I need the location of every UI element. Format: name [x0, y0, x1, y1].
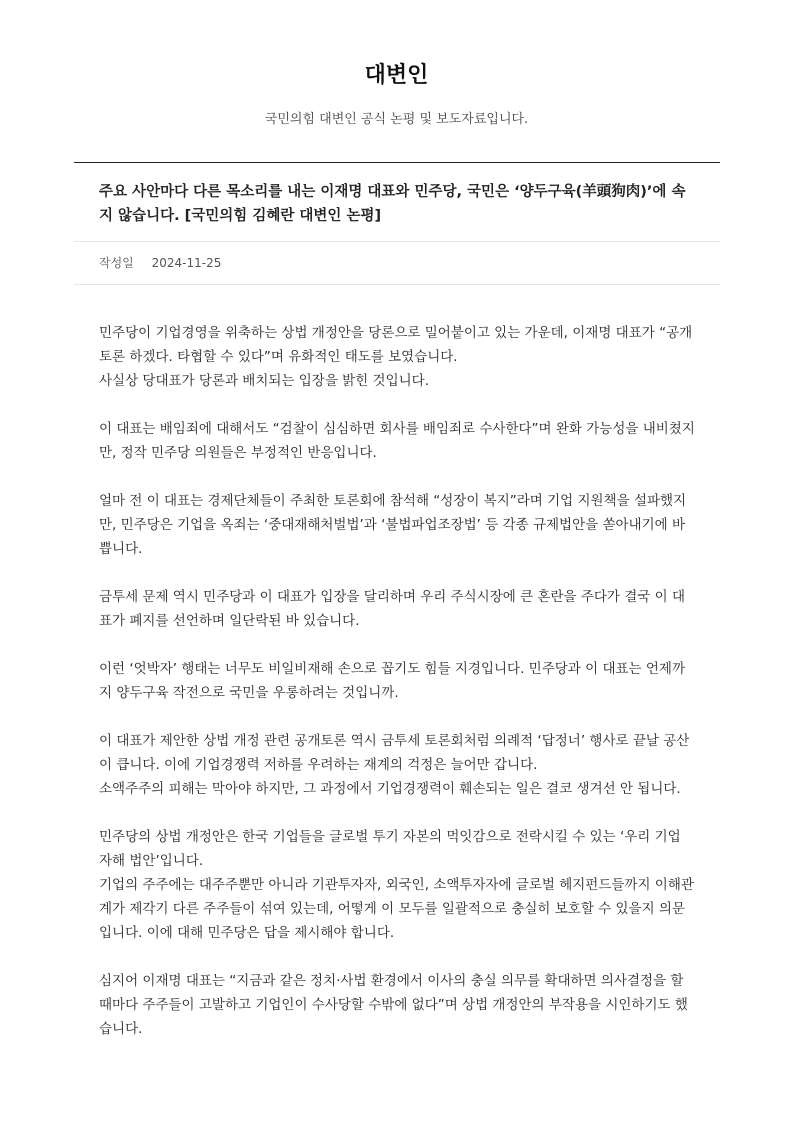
article-body — [74, 285, 720, 1041]
paragraph-line: 민주당의 상법 개정안은 한국 기업들을 글로벌 투기 자본의 먹잇감으로 전락시킬 수 있는 ‘우리 기업 자해 법안’입니다. — [99, 829, 681, 869]
paragraph-line: 민주당이 기업경영을 위축하는 상법 개정안을 당론으로 밀어붙이고 있는 가운데, 이재명 대표가 “공개토론 하겠다. 타협할 수 있다”며 유화적인 태도를 보였습니다. — [99, 325, 693, 365]
paragraph — [99, 969, 695, 1041]
paragraph — [99, 489, 695, 561]
paragraph-line: 심지어 이재명 대표는 “지금과 같은 정치·사법 환경에서 이사의 충실 의무를 확대하면 의사결정을 할 때마다 주주들이 고발하고 기업인이 수사당할 수밖에 없다”며 상법 개정안의 부작용을 시인하기도 했습니다. — [99, 973, 688, 1037]
date-value: 2024-11-25 — [151, 256, 222, 270]
paragraph — [99, 825, 695, 945]
paragraph — [99, 729, 695, 801]
date-label: 작성일 — [99, 256, 134, 270]
paragraph — [99, 585, 695, 633]
paragraph-line: 기업의 주주에는 대주주뿐만 아니라 기관투자자, 외국인, 소액투자자에 글로벌 헤지펀드들까지 이해관계가 제각기 다른 주주들이 섞여 있는데, 어떻게 이 모두를 일괄적으로 충실히 보호할 수 있을지 의문입니다. 이에 대해 민주당은 답을 제시해야 합니다. — [99, 877, 694, 941]
paragraph-line: 이 대표가 제안한 상법 개정 관련 공개토론 역시 금투세 토론회처럼 의례적 ‘답정너’ 행사로 끝날 공산이 큽니다. 이에 기업경쟁력 저하를 우려하는 재계의 걱정은 늘어만 갑니다. — [99, 733, 690, 773]
site-subtitle: 국민의힘 대변인 공식 논평 및 보도자료입니다. — [264, 112, 529, 127]
paragraph-line: 이 대표는 배임죄에 대해서도 “검찰이 심심하면 회사를 배임죄로 수사한다”며 완화 가능성을 내비쳤지만, 정작 민주당 의원들은 부정적인 반응입니다. — [99, 421, 695, 461]
article — [74, 162, 720, 1065]
page-header — [0, 0, 793, 130]
paragraph — [99, 657, 695, 705]
paragraph — [99, 417, 695, 465]
paragraph-line: 사실상 당대표가 당론과 배치되는 입장을 밝힌 것입니다. — [99, 373, 429, 389]
paragraph-line: 소액주주의 피해는 막아야 하지만, 그 과정에서 기업경쟁력이 훼손되는 일은 결코 생겨선 안 됩니다. — [99, 781, 681, 797]
paragraph — [99, 321, 695, 393]
paragraph-line: 얼마 전 이 대표는 경제단체들이 주최한 토론회에 참석해 “성장이 복지”라며 기업 지원책을 설파했지만, 민주당은 기업을 옥죄는 ‘중대재해처벌법’과 ‘불법파업조장법’ 등 각종 규제법안을 쏟아내기에 바쁩니다. — [99, 493, 687, 557]
site-title: 대변인 — [364, 63, 429, 88]
article-meta — [74, 242, 720, 285]
paragraph-line: 이런 ‘엇박자’ 행태는 너무도 비일비재해 손으로 꼽기도 힘들 지경입니다. 민주당과 이 대표는 언제까지 양두구육 작전으로 국민을 우롱하려는 것입니까. — [99, 661, 686, 701]
article-title: 주요 사안마다 다른 목소리를 내는 이재명 대표와 민주당, 국민은 ‘양두구육(羊頭狗肉)’에 속지 않습니다. [국민의힘 김혜란 대변인 논평] — [74, 163, 720, 242]
paragraph-line: 금투세 문제 역시 민주당과 이 대표가 입장을 달리하며 우리 주식시장에 큰 혼란을 주다가 결국 이 대표가 폐지를 선언하며 일단락된 바 있습니다. — [99, 589, 686, 629]
